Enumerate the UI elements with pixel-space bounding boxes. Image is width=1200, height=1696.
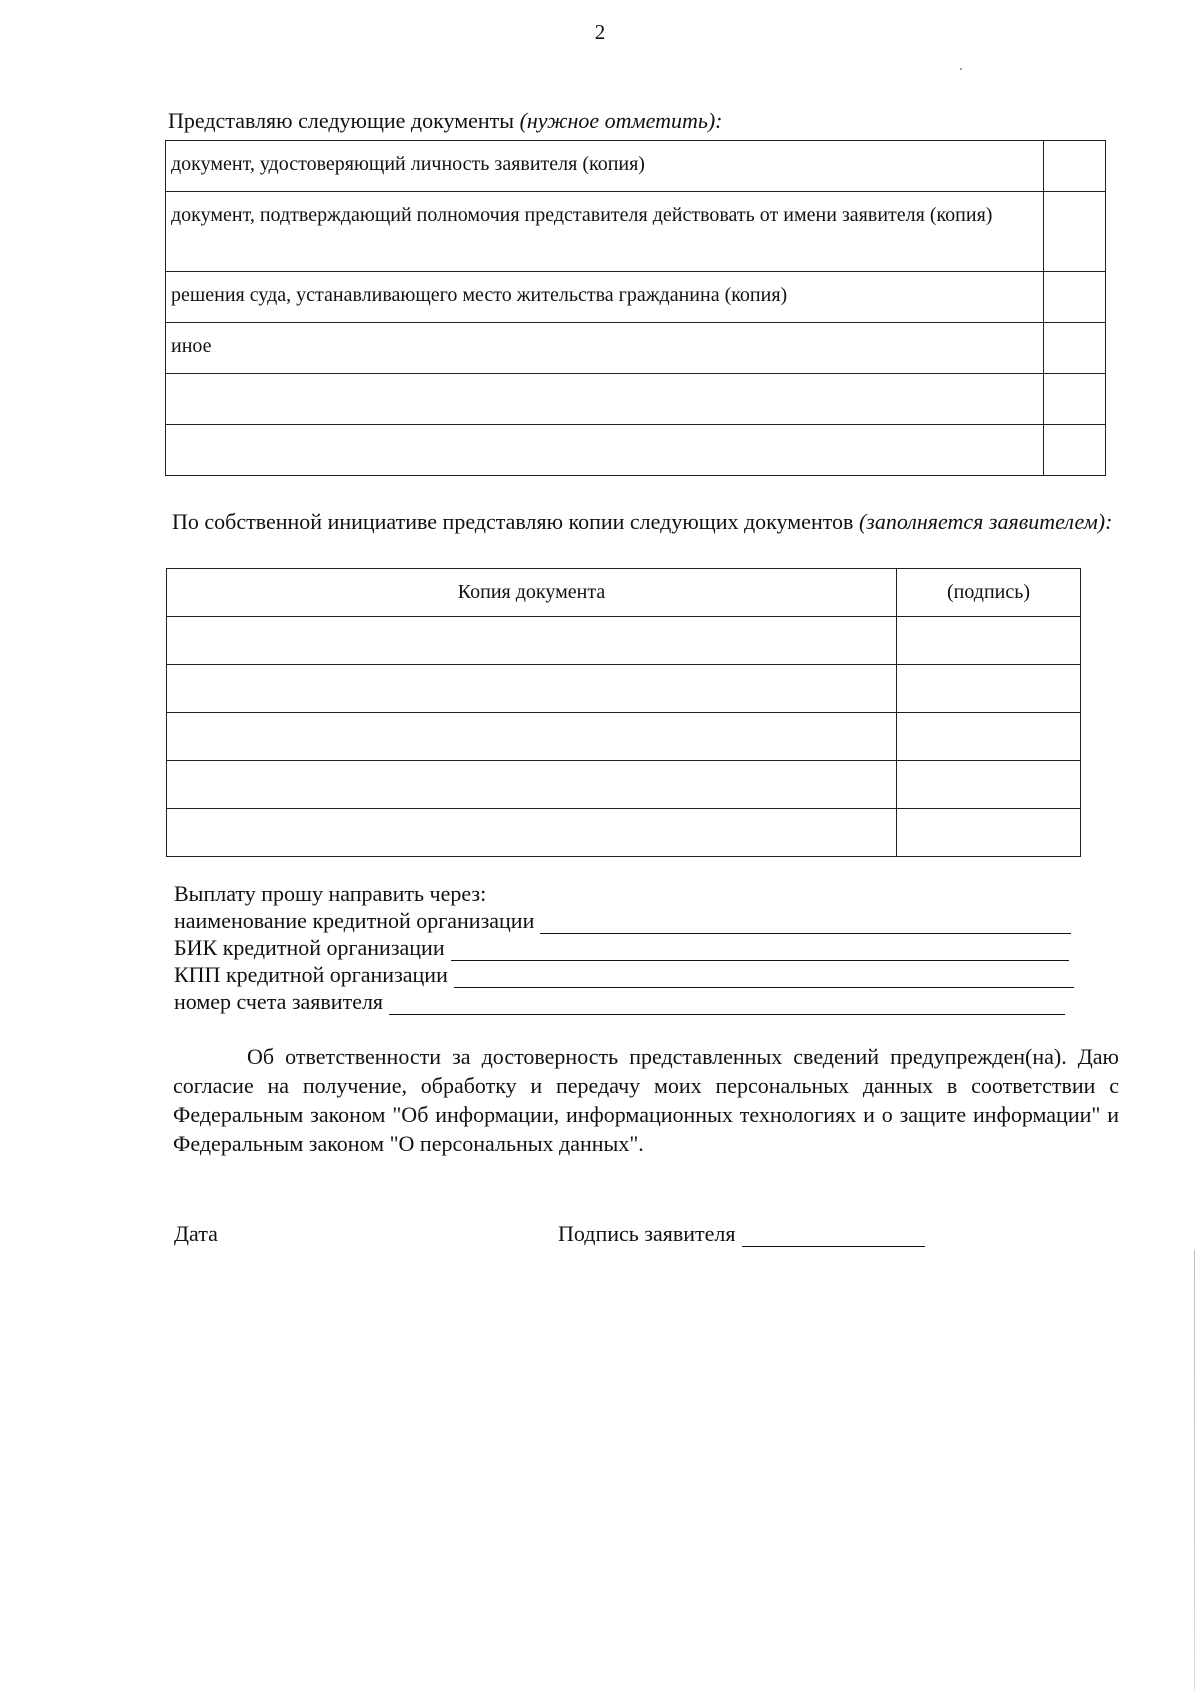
table-row bbox=[167, 617, 1081, 665]
payment-title-text: Выплату прошу направить через: bbox=[174, 881, 487, 906]
signature-field[interactable] bbox=[742, 1224, 925, 1247]
document-checkbox-cell[interactable] bbox=[1044, 192, 1106, 272]
documents-heading-note: (нужное отметить): bbox=[519, 108, 723, 133]
applicant-signature bbox=[558, 1221, 925, 1247]
own-initiative-heading-text: По собственной инициативе представляю копии следующих документов bbox=[172, 509, 854, 534]
account-field[interactable] bbox=[389, 992, 1065, 1015]
bank-name-field[interactable] bbox=[540, 911, 1071, 934]
copy-document-cell[interactable] bbox=[167, 761, 897, 809]
own-initiative-heading bbox=[172, 509, 1116, 535]
document-item-label: документ, удостоверяющий личность заявителя (копия) bbox=[166, 141, 1044, 192]
own-initiative-heading-note: (заполняется заявителем): bbox=[858, 509, 1113, 534]
column-header-signature: (подпись) bbox=[897, 569, 1081, 617]
copy-document-cell[interactable] bbox=[167, 617, 897, 665]
document-checkbox-cell[interactable] bbox=[1044, 141, 1106, 192]
copy-document-cell[interactable] bbox=[167, 713, 897, 761]
documents-heading bbox=[168, 108, 723, 134]
kpp-row bbox=[174, 961, 1074, 988]
document-item-blank[interactable] bbox=[166, 374, 1044, 425]
document-item-blank[interactable] bbox=[166, 425, 1044, 476]
table-header-row bbox=[167, 569, 1081, 617]
bik-label: БИК кредитной организации bbox=[174, 935, 445, 960]
consent-paragraph: Об ответственности за достоверность представленных сведений предупрежден(на). Даю согласие на получение, обработку и передачу моих персональных данных в соответствии с Федеральным законом "Об информации, информационных технологиях и о защите информации" и Федеральным законом "О персональных данных". bbox=[173, 1044, 1119, 1156]
copy-signature-cell[interactable] bbox=[897, 761, 1081, 809]
document-checkbox-cell[interactable] bbox=[1044, 425, 1106, 476]
payment-title bbox=[174, 880, 1074, 907]
table-row bbox=[167, 713, 1081, 761]
table-row bbox=[166, 323, 1106, 374]
table-row bbox=[166, 272, 1106, 323]
signature-label: Подпись заявителя bbox=[558, 1221, 736, 1246]
document-checkbox-cell[interactable] bbox=[1044, 374, 1106, 425]
document-item-label: документ, подтверждающий полномочия представителя действовать от имени заявителя (копия) bbox=[166, 192, 1044, 272]
copy-signature-cell[interactable] bbox=[897, 665, 1081, 713]
table-row bbox=[167, 761, 1081, 809]
copy-signature-cell[interactable] bbox=[897, 617, 1081, 665]
kpp-field[interactable] bbox=[454, 965, 1074, 988]
documents-checklist-table bbox=[165, 140, 1106, 476]
document-item-label: иное bbox=[166, 323, 1044, 374]
bik-row bbox=[174, 934, 1074, 961]
table-row bbox=[166, 374, 1106, 425]
scan-edge-artifact bbox=[1194, 1250, 1195, 1690]
column-header-document-copy: Копия документа bbox=[167, 569, 897, 617]
table-row bbox=[167, 809, 1081, 857]
kpp-label: КПП кредитной организации bbox=[174, 962, 448, 987]
table-row bbox=[166, 192, 1106, 272]
document-checkbox-cell[interactable] bbox=[1044, 272, 1106, 323]
copy-signature-cell[interactable] bbox=[897, 713, 1081, 761]
date-label: Дата bbox=[174, 1221, 218, 1246]
document-copies-table bbox=[166, 568, 1081, 857]
copy-document-cell[interactable] bbox=[167, 665, 897, 713]
document-checkbox-cell[interactable] bbox=[1044, 323, 1106, 374]
payment-details-section bbox=[174, 880, 1074, 1015]
table-row bbox=[167, 665, 1081, 713]
document-item-label: решения суда, устанавливающего место жительства гражданина (копия) bbox=[166, 272, 1044, 323]
copy-signature-cell[interactable] bbox=[897, 809, 1081, 857]
account-label: номер счета заявителя bbox=[174, 989, 384, 1014]
bank-name-row bbox=[174, 907, 1074, 934]
bik-field[interactable] bbox=[451, 938, 1069, 961]
bank-name-label: наименование кредитной организации bbox=[174, 908, 535, 933]
copy-document-cell[interactable] bbox=[167, 809, 897, 857]
table-row bbox=[166, 141, 1106, 192]
scan-artifact bbox=[960, 68, 962, 70]
table-row bbox=[166, 425, 1106, 476]
page-number: 2 bbox=[594, 20, 606, 44]
documents-heading-text: Представляю следующие документы bbox=[168, 108, 515, 133]
account-row bbox=[174, 988, 1074, 1015]
